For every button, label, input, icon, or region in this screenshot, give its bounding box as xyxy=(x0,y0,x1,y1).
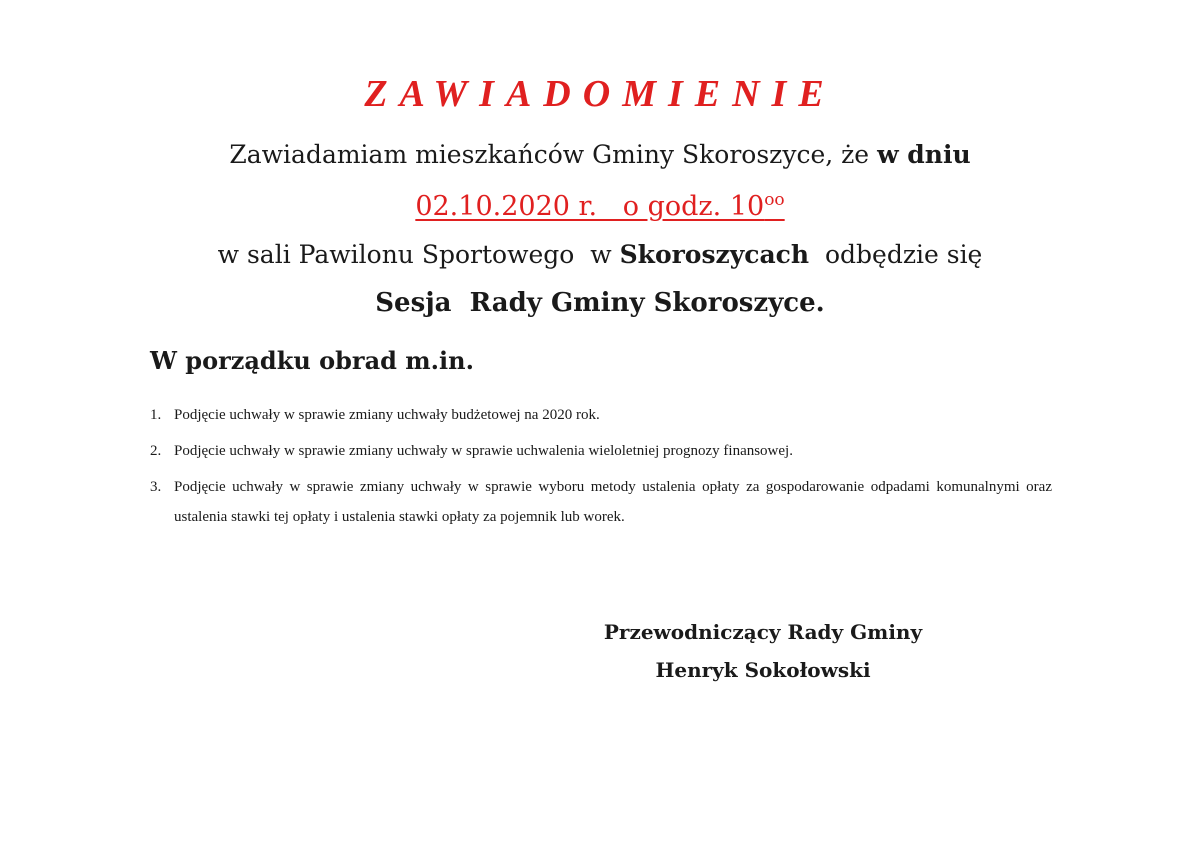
signature-name: Henryk Sokołowski xyxy=(655,658,871,682)
session-line: Sesja Rady Gminy Skoroszyce. xyxy=(375,288,825,318)
intro-line xyxy=(0,140,1200,169)
agenda-item xyxy=(150,400,1052,430)
agenda-list xyxy=(150,400,1052,538)
signature-role: Przewodniczący Rady Gminy xyxy=(603,620,923,644)
agenda-item-text: Podjęcie uchwały w sprawie zmiany uchwały w sprawie uchwalenia wieloletniej prognozy finansowej. xyxy=(174,443,793,459)
agenda-item-number: 1. xyxy=(150,407,162,423)
time-superscript: oo xyxy=(764,190,785,210)
agenda-item xyxy=(150,472,1052,532)
agenda-item-text: Podjęcie uchwały w sprawie zmiany uchwały w sprawie wyboru metody ustalenia opłaty za gospodarowanie odpadami komunalnymi oraz ustalenia stawki tej opłaty i ustalenia stawki opłaty za pojemnik lub worek. xyxy=(174,479,1052,525)
agenda-item-number: 2. xyxy=(150,443,162,459)
date-text: 02.10.2020 r. o godz. 10 xyxy=(415,191,765,222)
intro-text: Zawiadamiam mieszkańców Gminy Skoroszyce, że xyxy=(229,140,878,169)
notice-title: ZAWIADOMIENIE xyxy=(364,73,836,115)
agenda-item-text: Podjęcie uchwały w sprawie zmiany uchwały budżetowej na 2020 rok. xyxy=(174,407,600,423)
intro-bold-text: w dniu xyxy=(877,140,971,169)
agenda-title: W porządku obrad m.in. xyxy=(150,346,474,375)
place-bold-text: Skoroszycach xyxy=(619,240,810,269)
agenda-item xyxy=(150,436,1052,466)
place-text-post: odbędzie się xyxy=(809,240,983,269)
place-line xyxy=(0,240,1200,269)
place-text-pre: w sali Pawilonu Sportowego w xyxy=(217,240,620,269)
agenda-item-number: 3. xyxy=(150,479,162,495)
date-line xyxy=(0,190,1200,222)
